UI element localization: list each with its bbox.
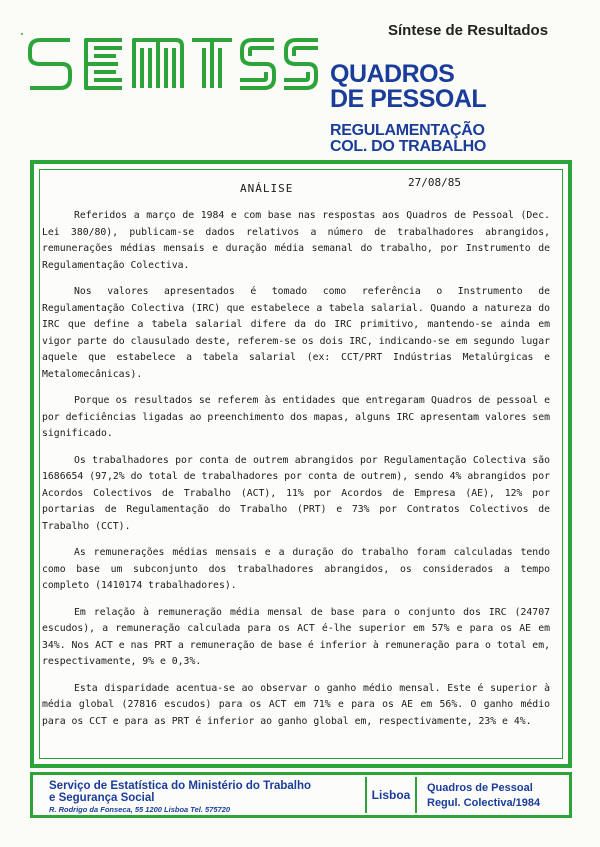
paragraph-4: Os trabalhadores por conta de outrem abrangidos por Regulamentação Colectiva são 1686654 (97,2% do total de trabalhadores por conta de outrem), sendo 4% abrangidos por Acordos Colectivos de Trabalho (ACT), 11% por Acordos de Empresa (AE), 12% por portarias de Regulamentação do Trabalho (PRT) e 73% por Contratos Colectivos de Trabalho (CCT). xyxy=(42,454,550,532)
paragraph-1: Referidos a março de 1984 e com base nas respostas aos Quadros de Pessoal (Dec. Lei 380/80), publicam-se dados relativos a número de trabalhadores abrangidos, remunerações médias mensais e duração média semanal do trabalho, por Instrumento de Regulamentação Colectiva. xyxy=(42,210,550,271)
document-heading: ANÁLISE xyxy=(240,182,294,195)
title-line-1: QUADROS xyxy=(330,60,455,88)
footer-org-line-2: e Segurança Social xyxy=(49,792,155,804)
paragraph-2: Nos valores apresentados é tomado como referência o Instrumento de Regulamentação Colectiva (IRC) que estabelece a tabela salarial. Quando a natureza do IRC que define a tabela salarial difere da do IRC primitivo, mantendo-se ainda em vigor parte do clausulado deste, referem-se os dois IRC, indicando-se em segundo lugar aquele que estabelece a tabela salarial (ex: CCT/PRT Indústrias Metalúrgicas e Metalomecânicas). xyxy=(42,286,550,380)
semtss-logo xyxy=(26,36,322,92)
document-date: 27/08/85 xyxy=(408,176,461,189)
paragraph-6: Em relação à remuneração média mensal de base para o conjunto dos IRC (24707 escudos), a remuneração calculada para os ACT é-lhe superior em 57% e para os AE em 34%. Nos ACT e nas PRT a remuneração de base é inferior à remuneração para o total em, respectivamente, 9% e 0,3%. xyxy=(42,606,550,667)
footer-publication-line-1: Quadros de Pessoal xyxy=(427,782,533,794)
footer-publication-line-2: Regul. Colectiva/1984 xyxy=(427,797,541,809)
footer-address: R. Rodrigo da Fonseca, 55 1200 Lisboa Tel. 575720 xyxy=(49,805,231,814)
title-line-2: DE PESSOAL xyxy=(330,85,487,113)
paragraph-3: Porque os resultados se referem às entidades que entregaram Quadros de pessoal e por deficiências ligadas ao preenchimento dos mapas, alguns IRC apresentam valores sem significado. xyxy=(42,395,550,439)
footer-city xyxy=(365,777,417,813)
footer-city-label: Lisboa xyxy=(371,788,411,802)
footer-org-line-1: Serviço de Estatística do Ministério do Trabalho xyxy=(49,780,312,792)
document-body xyxy=(42,208,550,740)
paragraph-5: As remunerações médias mensais e a duração do trabalho foram calculadas tendo como base um subconjunto dos trabalhadores abrangidos, os considerados a tempo completo (1410174 trabalhadores). xyxy=(42,547,550,591)
subtitle-line-1: REGULAMENTAÇÃO xyxy=(330,122,485,139)
footer xyxy=(30,772,572,818)
subtitle-line-2: COL. DO TRABALHO xyxy=(330,138,487,155)
speck xyxy=(21,33,23,35)
header-tag: Síntese de Resultados xyxy=(388,22,549,39)
footer-publication xyxy=(427,781,567,811)
title-block xyxy=(330,62,486,155)
paragraph-7: Esta disparidade acentua-se ao observar o ganho médio mensal. Este é superior à média global (27816 escudos) para os ACT em 71% e para os AE em 56%. O ganho médio para os CCT e para as PRT é inferior ao ganho global em, respectivamente, 23% e 4%. xyxy=(42,682,550,727)
footer-organization xyxy=(49,780,369,804)
